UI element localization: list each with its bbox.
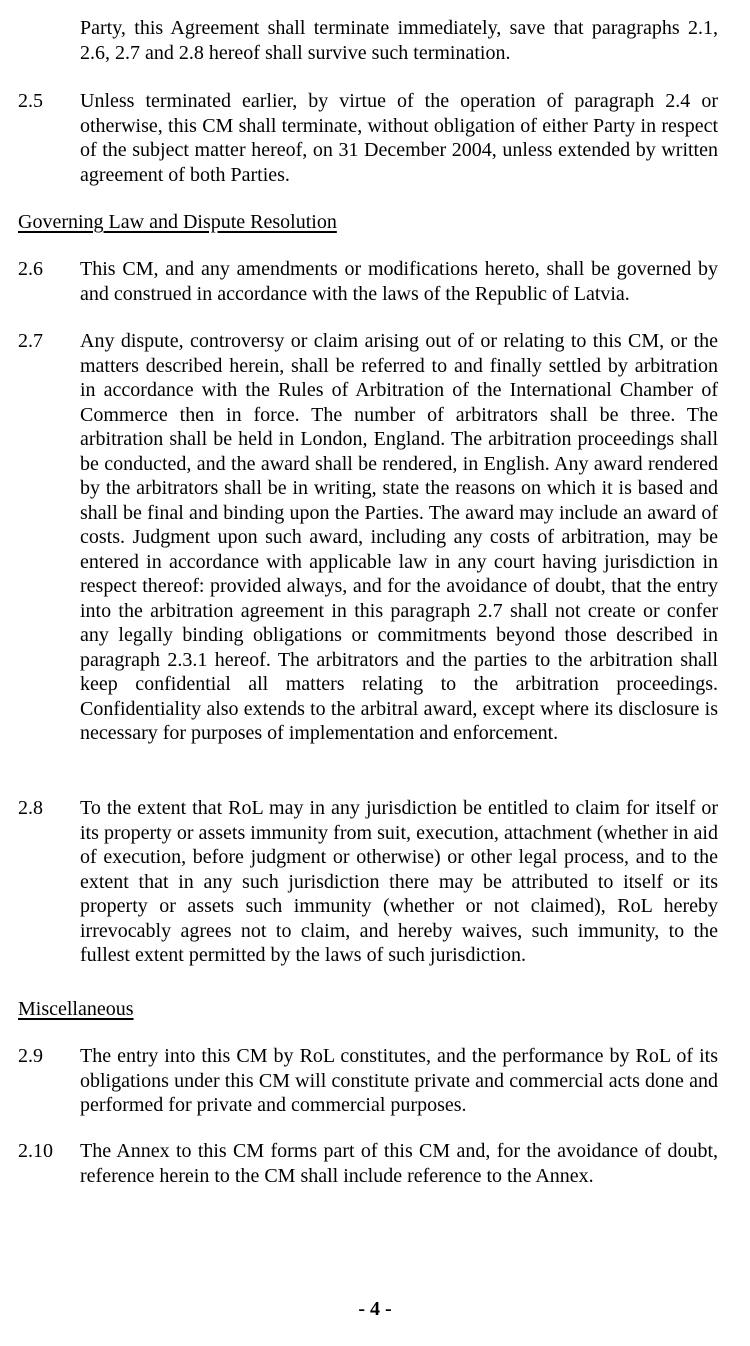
paragraph-text: The entry into this CM by RoL constitutes, and the performance by RoL of its obligations under this CM will constitute private and commercial acts done and performed for private and commercial purposes.: [80, 1045, 718, 1116]
paragraph-text: This CM, and any amendments or modifications hereto, shall be governed by and construed in accordance with the laws of the Republic of Latvia.: [80, 258, 718, 305]
section-heading-miscellaneous: Miscellaneous: [18, 998, 134, 1020]
paragraph-text: The Annex to this CM forms part of this CM and, for the avoidance of doubt, reference herein to the CM shall include reference to the Annex.: [80, 1140, 718, 1187]
section-heading-governing-law: Governing Law and Dispute Resolution: [18, 211, 337, 233]
paragraph-number: 2.10: [18, 1140, 53, 1162]
paragraph-number: 2.5: [18, 90, 43, 112]
paragraph-text: Any dispute, controversy or claim arising out of or relating to this CM, or the matters described herein, shall be referred to and finally settled by arbitration in accordance with the Rules of Arbitration of the International Chamber of Commerce then in force. The number of arbitrators shall be three. The arbitration shall be held in London, England. The arbitration proceedings shall be conducted, and the award shall be rendered, in English. Any award rendered by the arbitrators shall be in writing, state the reasons on which it is based and shall be final and binding upon the Parties. The award may include an award of costs. Judgment upon such award, including any costs of arbitration, may be entered in accordance with applicable law in any court having jurisdiction in respect thereof: provided always, and for the avoidance of doubt, that the entry into the arbitration agreement in this paragraph 2.7 shall not create or confer any legally binding obligations or commitments beyond those described in paragraph 2.3.1 hereof. The arbitrators and the parties to the arbitration shall keep confidential all matters relating to the arbitration proceedings. Confidentiality also extends to the arbitral award, except where its disclosure is necessary for purposes of implementation and enforcement.: [80, 330, 718, 744]
paragraph-2-10: [18, 1139, 718, 1188]
paragraph-2-6: [18, 257, 718, 306]
paragraph-number: 2.6: [18, 258, 43, 280]
page-number: - 4 -: [358, 1298, 392, 1320]
paragraph-2-5: [18, 89, 718, 187]
paragraph-2-4-continuation: [18, 16, 718, 65]
paragraph-number: 2.7: [18, 330, 43, 352]
paragraph-2-8: [18, 796, 718, 968]
paragraph-text: Unless terminated earlier, by virtue of the operation of paragraph 2.4 or otherwise, this CM shall terminate, without obligation of either Party in respect of the subject matter hereof, on 31 December 2004, unless extended by written agreement of both Parties.: [80, 90, 718, 186]
paragraph-2-7: [18, 329, 718, 746]
paragraph-number: 2.9: [18, 1045, 43, 1067]
paragraph-2-9: [18, 1044, 718, 1118]
paragraph-text: To the extent that RoL may in any jurisdiction be entitled to claim for itself or its property or assets immunity from suit, execution, attachment (whether in aid of execution, before judgment or otherwise) or other legal process, and to the extent that in any such jurisdiction there may be attributed to itself or its property or assets such immunity (whether or not claimed), RoL hereby irrevocably agrees not to claim, and hereby waives, such immunity, to the fullest extent permitted by the laws of such jurisdiction.: [80, 797, 718, 966]
paragraph-text: Party, this Agreement shall terminate immediately, save that paragraphs 2.1, 2.6, 2.7 and 2.8 hereof shall survive such termination.: [80, 17, 718, 64]
paragraph-number: 2.8: [18, 797, 43, 819]
